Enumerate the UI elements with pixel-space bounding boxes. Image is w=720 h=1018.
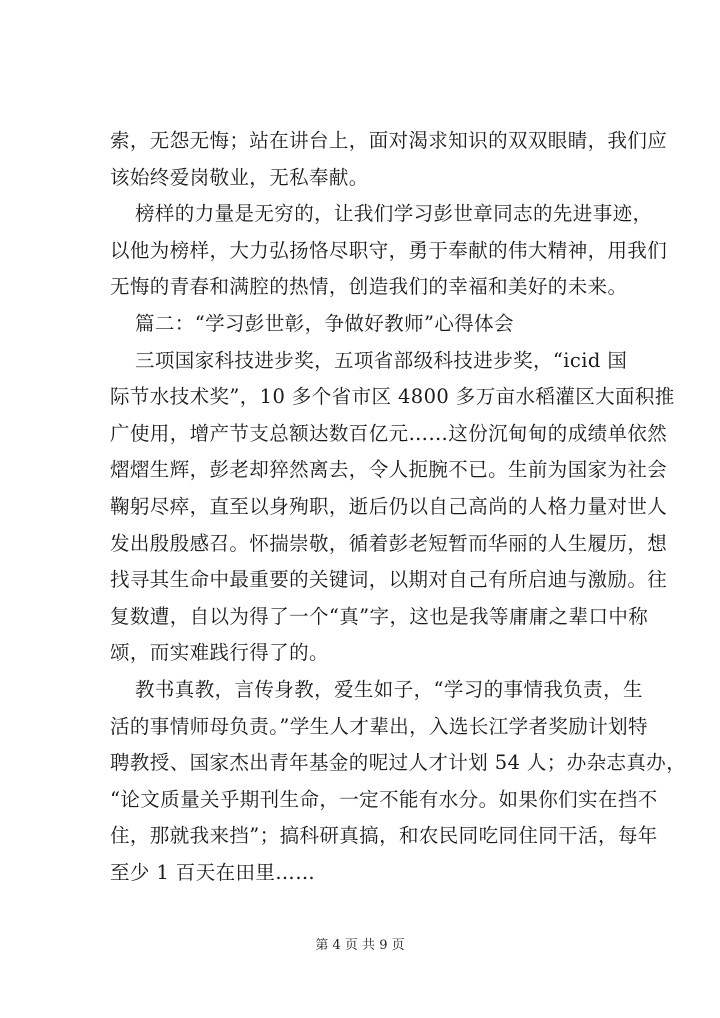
page-number-footer: 第 4 页 共 9 页: [315, 938, 405, 953]
text-line: 至少 1 百天在田里……: [110, 861, 316, 884]
text-line: 索，无怨无悔；站在讲台上，面对渴求知识的双双眼睛，我们应: [110, 129, 668, 152]
text-line: 发出殷殷感召。怀揣崇敬，循着彭老短暂而华丽的人生履历，想: [110, 532, 668, 555]
text-line: 榜样的力量是无穷的，让我们学习彭世章同志的先进事迹，: [135, 202, 653, 225]
text-line: 三项国家科技进步奖，五项省部级科技进步奖，“icid 国: [135, 349, 628, 372]
text-line: 际节水技术奖”，10 多个省市区 4800 多万亩水稻灌区大面积推: [110, 385, 675, 408]
text-line: 找寻其生命中最重要的关键词，以期对自己有所启迪与激励。往: [110, 568, 668, 591]
text-line: 复数遭，自以为得了一个“真”字，这也是我等庸庸之辈口中称: [110, 605, 649, 628]
text-line: 以他为榜样，大力弘扬恪尽职守，勇于奉献的伟大精神，用我们: [110, 239, 668, 262]
section-heading: 篇二：“学习彭世彰，争做好教师”心得体会: [135, 312, 514, 335]
text-line: 教书真教，言传身教，爱生如子，“学习的事情我负责，生: [135, 678, 643, 701]
text-line: 活的事情师母负责。”学生人才辈出，入选长江学者奖励计划特: [110, 715, 648, 738]
text-line: 熠熠生辉，彭老却猝然离去，令人扼腕不已。生前为国家为社会: [110, 458, 668, 481]
text-line: “论文质量关乎期刊生命，一定不能有水分。如果你们实在挡不: [110, 788, 658, 811]
text-line: 该始终爱岗敬业，无私奉献。: [110, 166, 369, 189]
text-line: 无悔的青春和满腔的热情，创造我们的幸福和美好的未来。: [110, 275, 628, 298]
text-line: 聘教授、国家杰出青年基金的呢过人才计划 54 人；办杂志真办，: [110, 751, 687, 774]
text-line: 住，那就我来挡”；搞科研真搞，和农民同吃同住同干活，每年: [110, 824, 658, 847]
text-line: 鞠躬尽瘁，直至以身殉职，逝后仍以自己高尚的人格力量对世人: [110, 495, 668, 518]
text-line: 颂，而实难践行得了的。: [110, 641, 329, 664]
text-line: 广使用，增产节支总额达数百亿元……这份沉甸甸的成绩单依然: [110, 422, 668, 445]
